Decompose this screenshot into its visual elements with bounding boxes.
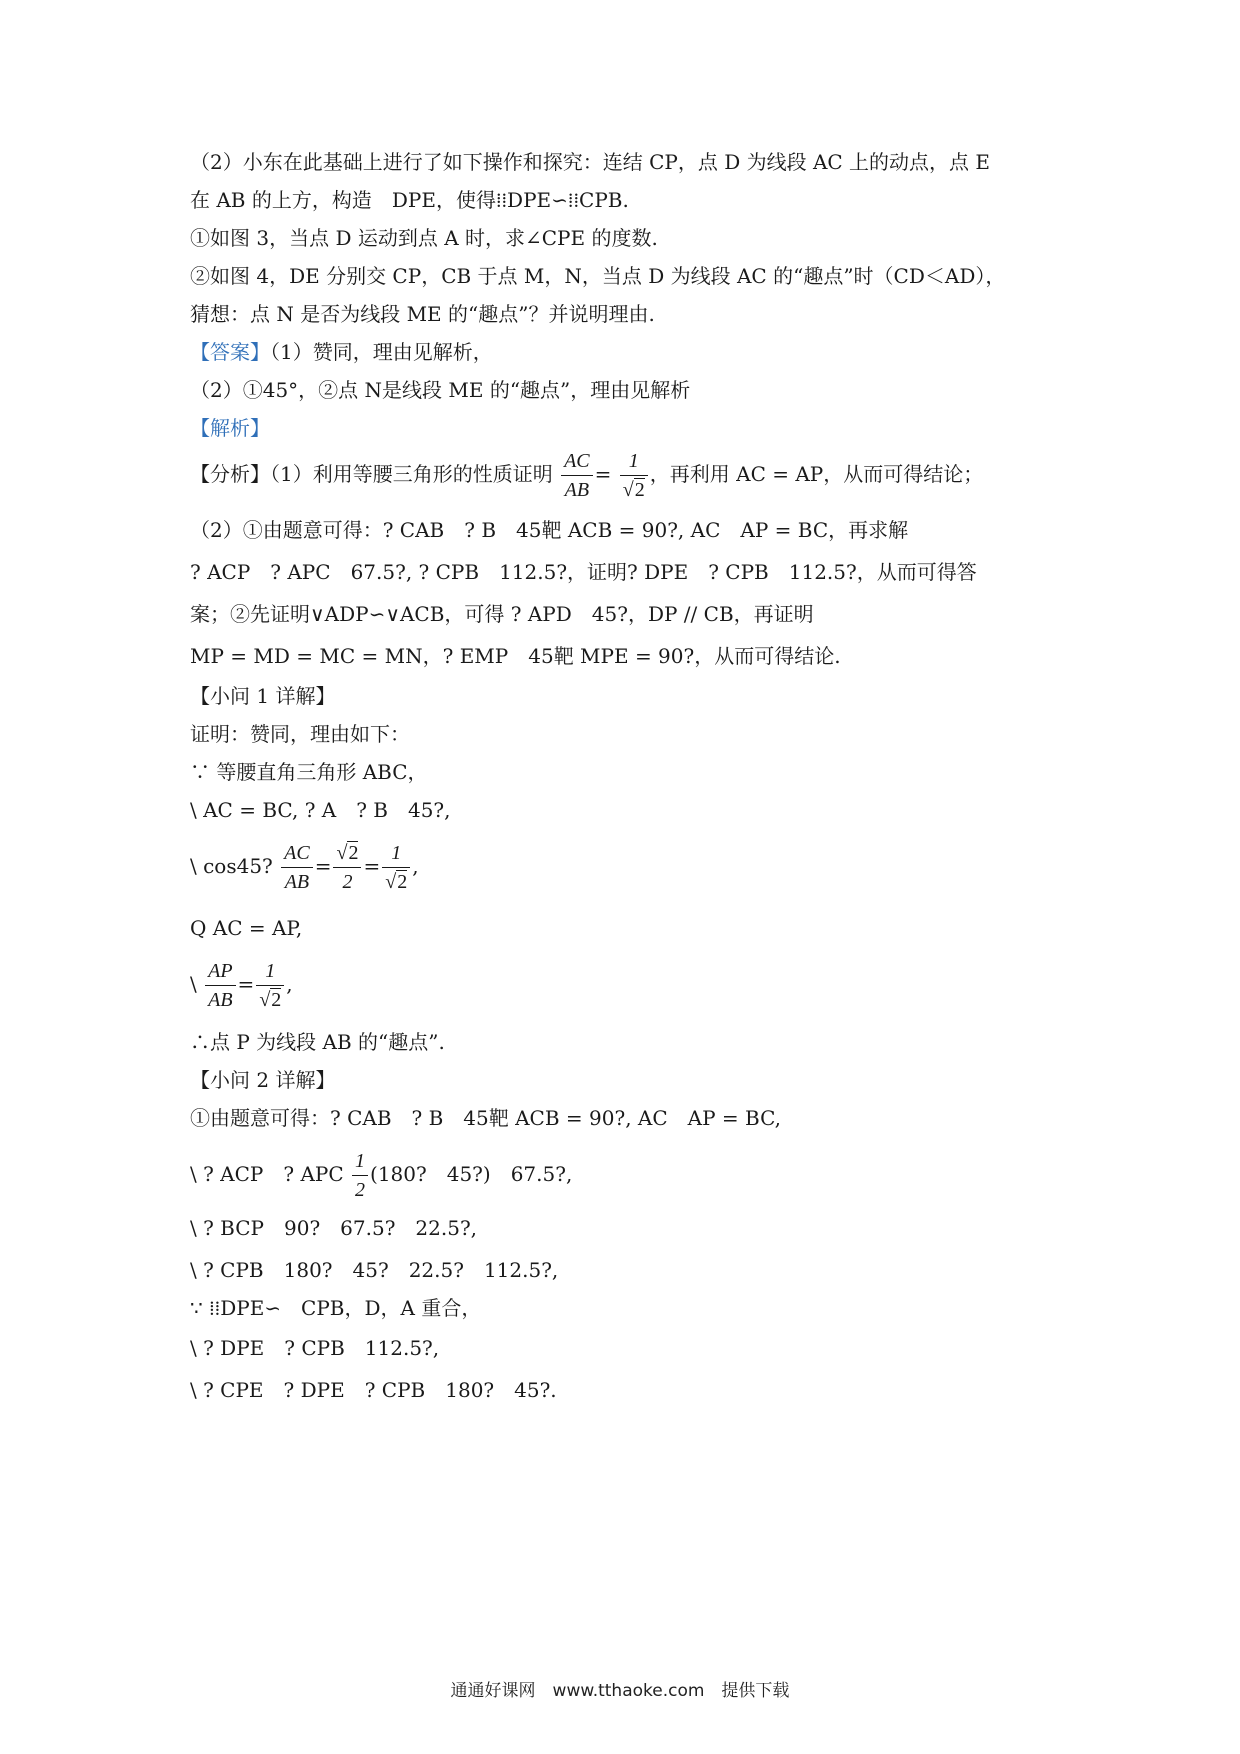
fraction-ap-ab — [205, 957, 235, 1014]
fraction-one-root-two — [256, 957, 284, 1014]
fraction-numerator: 1 — [355, 1150, 366, 1172]
question-line-5: 猜想：点 N 是否为线段 ME 的“趣点”？并说明理由. — [190, 302, 655, 326]
q1-label: 【小问 1 详解】 — [190, 684, 336, 708]
footer-watermark: 通通好课网 www.tthaoke.com 提供下载 — [450, 1681, 790, 1701]
therefore-symbol: \ — [190, 972, 197, 996]
fraction-denominator: 2 — [333, 867, 361, 896]
q1-line-6 — [190, 954, 293, 1014]
fenxi-line-5: MP = MD = MC = MN，? EMP 45靶 MPE = 90?，从而可得结论. — [190, 644, 841, 668]
cos-text: \ cos45? — [190, 854, 273, 878]
radicand: 2 — [271, 989, 282, 1011]
fraction-numerator: 1 — [265, 960, 276, 982]
question-line-3: ①如图 3，当点 D 运动到点 A 时，求∠CPE 的度数. — [190, 226, 658, 250]
fenxi-line-3: ? ACP ? APC 67.5?, ? CPB 112.5?，证明? DPE ? CPB 112.5?，从而可得答 — [190, 560, 977, 584]
fraction-numerator: √2 — [336, 842, 359, 864]
fraction-denominator: AB — [281, 867, 313, 896]
fraction-one-root-two — [620, 447, 648, 504]
fenxi-line-4: 案；②先证明∨ADP∽∨ACB，可得 ? APD 45?，DP // CB，再证明 — [190, 602, 814, 626]
equals-sign: = — [237, 972, 255, 996]
fenxi-line-2: （2）①由题意可得：? CAB ? B 45靶 ACB = 90?, AC AP = BC，再求解 — [190, 518, 909, 542]
fraction-denominator: √2 — [620, 475, 648, 504]
q2-line-6: \ ? DPE ? CPB 112.5?, — [190, 1336, 440, 1360]
comma: , — [412, 854, 419, 878]
fraction-numerator: AP — [208, 960, 233, 982]
q2-line-1: ①由题意可得：? CAB ? B 45靶 ACB = 90?, AC AP = BC, — [190, 1106, 782, 1130]
fraction-root2-over-2 — [333, 839, 361, 896]
radicand: 2 — [397, 871, 408, 893]
fenxi-text-1: （1）利用等腰三角形的性质证明 — [270, 462, 553, 486]
radicand: 2 — [634, 479, 645, 501]
fraction-denominator: √2 — [256, 985, 284, 1014]
answer-label: 【答案】 — [190, 340, 270, 364]
question-line-4: ②如图 4，DE 分别交 CP，CB 于点 M，N，当点 D 为线段 AC 的“趣点”时（CD＜AD）， — [190, 264, 1006, 288]
fraction-denominator: AB — [205, 985, 235, 1014]
q2-label: 【小问 2 详解】 — [190, 1068, 336, 1092]
q1-line-2: ∵ 等腰直角三角形 ABC， — [190, 760, 428, 784]
fraction-ac-ab — [561, 447, 593, 504]
angle-text: \ ? ACP ? APC — [190, 1162, 344, 1186]
radicand: 2 — [348, 842, 359, 864]
question-line-1: （2）小东在此基础上进行了如下操作和探究：连结 CP，点 D 为线段 AC 上的动点，点 E — [190, 150, 991, 174]
q1-line-5: Q AC = AP, — [190, 916, 303, 940]
fraction-denominator: AB — [561, 475, 593, 504]
comma: , — [286, 972, 293, 996]
equals-sign: = — [363, 854, 381, 878]
fraction-numerator: AC — [564, 450, 590, 472]
fraction-one-half — [352, 1147, 368, 1204]
answer-text-1: （1）赞同，理由见解析， — [270, 340, 493, 364]
answer-line-1 — [190, 338, 493, 366]
fenxi-text-2: ，再利用 AC = AP，从而可得结论； — [649, 462, 984, 486]
fraction-numerator: 1 — [628, 450, 639, 472]
q2-line-7: \ ? CPE ? DPE ? CPB 180? 45?. — [190, 1378, 557, 1402]
q2-line-2 — [190, 1144, 572, 1204]
equals-sign: = — [314, 854, 332, 878]
fraction-ac-ab — [281, 839, 313, 896]
q1-line-7: ∴点 P 为线段 AB 的“趣点”. — [190, 1030, 445, 1054]
q1-line-1: 证明：赞同，理由如下： — [190, 722, 410, 746]
q2-line-5: ∵ ⁞⁞DPE∽ CPB，D，A 重合， — [190, 1296, 482, 1320]
equals-sign: = — [594, 462, 612, 486]
fraction-numerator: AC — [284, 842, 310, 864]
q1-line-3: \ AC = BC, ? A ? B 45?, — [190, 798, 451, 822]
q2-line-3: \ ? BCP 90? 67.5? 22.5?, — [190, 1216, 478, 1240]
fenxi-label: 【分析】 — [190, 462, 270, 486]
question-line-2: 在 AB 的上方，构造 DPE，使得⁞⁞DPE∽⁞⁞CPB. — [190, 188, 629, 212]
fraction-denominator: 2 — [352, 1175, 368, 1204]
q1-line-4 — [190, 836, 419, 896]
fraction-one-root-two — [382, 839, 410, 896]
analysis-label: 【解析】 — [190, 416, 270, 440]
angle-text-2: (180? 45?) 67.5?, — [370, 1162, 573, 1186]
q2-line-4: \ ? CPB 180? 45? 22.5? 112.5?, — [190, 1258, 559, 1282]
answer-line-2: （2）①45°，②点 N是线段 ME 的“趣点”，理由见解析 — [190, 378, 691, 402]
fenxi-line-1 — [190, 444, 983, 504]
fraction-numerator: 1 — [391, 842, 402, 864]
fraction-denominator: √2 — [382, 867, 410, 896]
